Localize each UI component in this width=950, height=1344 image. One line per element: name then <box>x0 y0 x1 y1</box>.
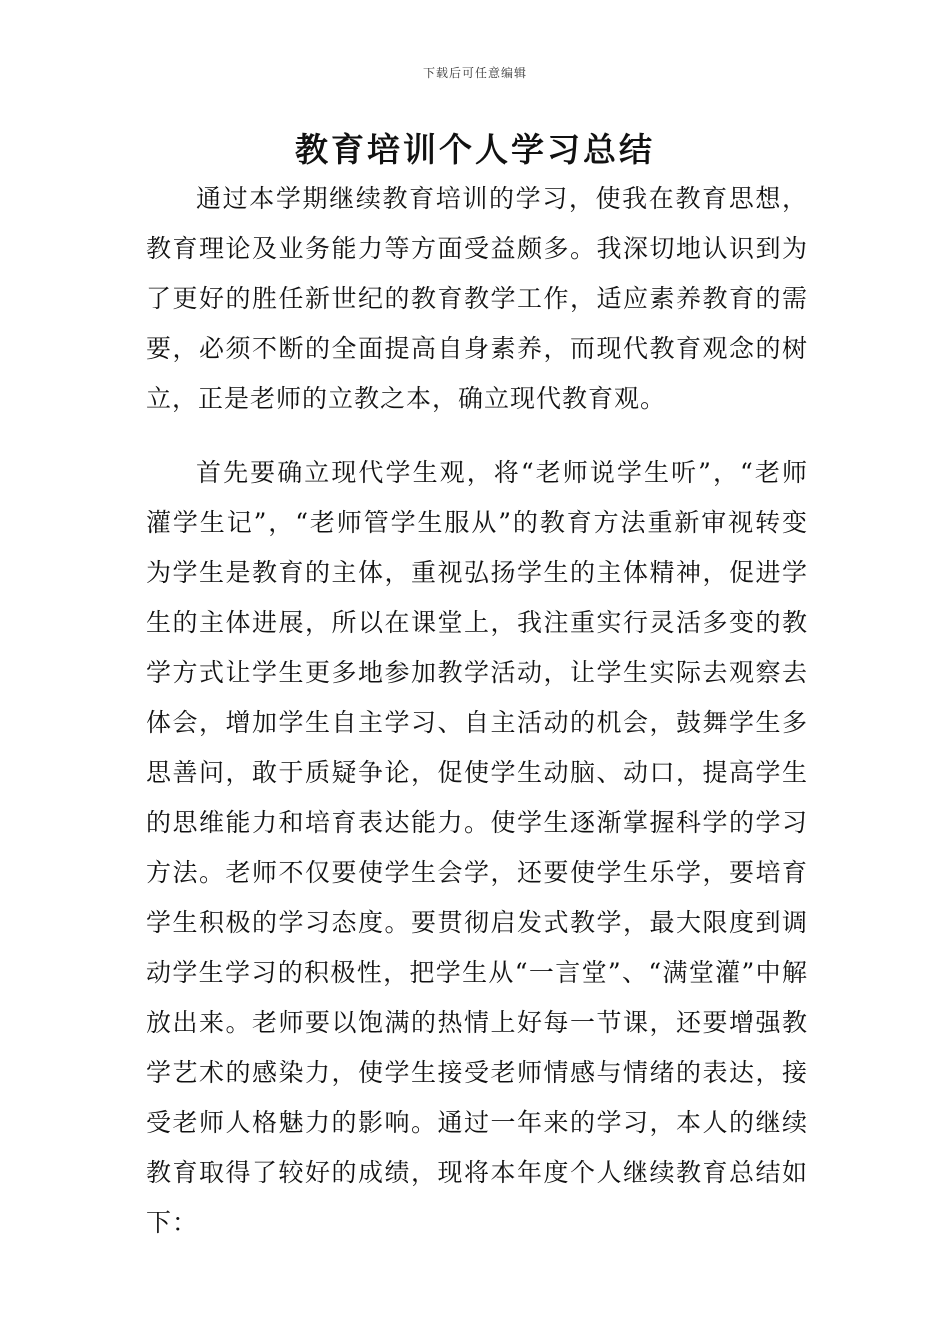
paragraph-1: 通过本学期继续教育培训的学习，使我在教育思想，教育理论及业务能力等方面受益颇多。我深切地认识到为了更好的胜任新世纪的教育教学工作，适应素养教育的需要，必须不断的全面提高自身素养，而现代教育观念的树立，正是老师的立教之本，确立现代教育观。 <box>146 184 808 413</box>
paragraph-2: 首先要确立现代学生观，将“老师说学生听”，“老师灌学生记”，“老师管学生服从”的教育方法重新审视转变为学生是教育的主体，重视弘扬学生的主体精神，促进学生的主体进展，所以在课堂上，我注重实行灵活多变的教学方式让学生更多地参加教学活动，让学生实际去观察去体会，增加学生自主学习、自主活动的机会，鼓舞学生多思善问，敢于质疑争论，促使学生动脑、动口，提高学生的思维能力和培育表达能力。使学生逐渐掌握科学的学习方法。老师不仅要使学生会学，还要使学生乐学，要培育学生积极的学习态度。要贯彻启发式教学，最大限度到调动学生学习的积极性，把学生从“一言堂”、“满堂灌”中解放出来。老师要以饱满的热情上好每一节课，还要增强教学艺术的感染力，使学生接受老师情感与情绪的表达，接受老师人格魅力的影响。通过一年来的学习，本人的继续教育取得了较好的成绩，现将本年度个人继续教育总结如下： <box>146 458 808 1237</box>
header-note: 下载后可任意编辑 <box>422 66 527 80</box>
document-body <box>146 174 808 1248</box>
document-title: 教育培训个人学习总结 <box>295 130 655 169</box>
